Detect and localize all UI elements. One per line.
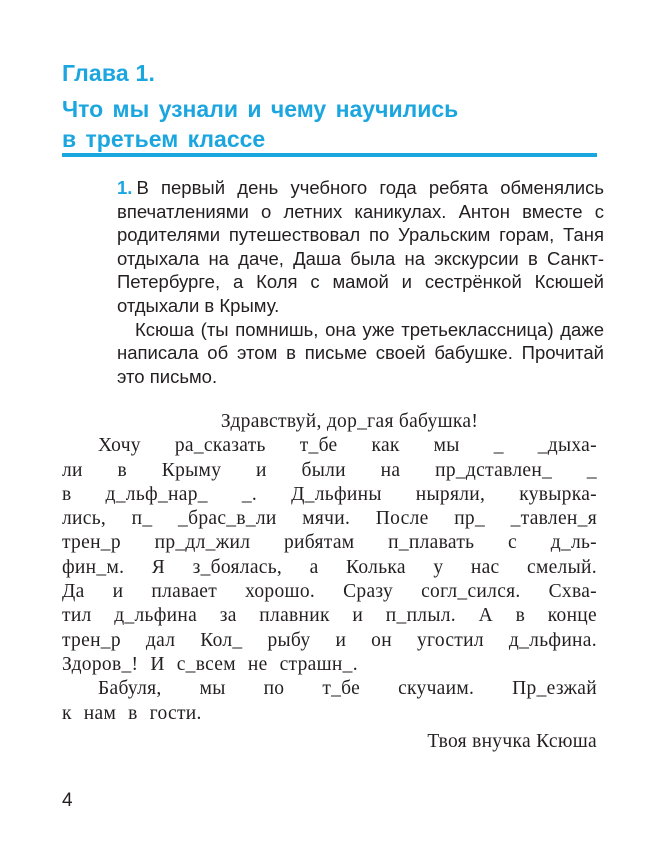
letter-word: Схва- [548,581,597,603]
chapter-title [62,94,602,154]
letter-word: Д_льфины [291,483,382,505]
letter-line [62,604,597,628]
task-paragraph-1 [117,176,604,318]
letter-greeting: Здравствуй, дор_гая бабушка! [220,411,479,432]
letter-word: п_плыл. [385,605,456,627]
letter-line [62,483,597,507]
letter-word: д_льфина. [508,629,597,651]
letter-word: д_ль- [550,532,597,554]
letter-word: рыбу [267,629,311,651]
letter-word: согл_сился. [421,581,521,603]
letter-word: рибятам [283,532,355,554]
letter-word: и [335,629,347,651]
letter-signature: Твоя внучка Ксюша [427,730,597,752]
letter-word: Да [62,581,85,603]
letter-word: пр_дставлен_ [435,459,553,481]
letter-word: п_плавать [388,532,475,554]
chapter-divider [62,153,597,157]
letter-word: _брас_в_ли [178,508,277,530]
letter-word: _дыха- [537,435,597,457]
letter-word: были [301,459,346,481]
letter-word: мы [433,435,460,457]
page-number: 4 [62,790,73,811]
letter-word: Пр_езжай [512,678,597,700]
letter-word: хорошо. [245,581,316,603]
letter-word: по [263,678,285,700]
letter-word: скучаим. [398,678,475,700]
letter-word: Колька [346,556,406,578]
letter-word: на [380,459,401,481]
letter-word: т_бе [299,435,338,457]
task-paragraph-1-text: В первый день учебного года ребята обменялись впечатлениями о летних каникулах. Антон вместе с родителями путешествовал по Уральским горам, Таня отдыхала на даче, Даша была на экскурсии в Санкт-Петербурге, а Коля с мамой и сестрёнкой Ксюшей отдыхали в Крыму. [117,177,604,316]
letter-word: смелый. [527,556,597,578]
letter-word: конце [547,605,597,627]
letter-word: в [62,483,72,505]
letter-word: т_бе [322,678,361,700]
letter-word: а [309,556,319,578]
letter-line [62,556,597,580]
task-1 [117,176,604,388]
letter-word: _ [586,459,597,481]
chapter-title-line-1: Что мы узнали и чему научились [62,96,459,122]
letter-word: мы [199,678,226,700]
letter-word: Кол_ [200,629,243,651]
letter-word: Крыму [161,459,222,481]
letter-word: к [62,702,72,724]
letter-word: _ [493,435,504,457]
letter-word: с_всем [176,653,236,675]
letter-word: как [371,435,400,457]
letter-word: трен_р [62,532,121,554]
letter-word: в [128,702,138,724]
letter-line [62,434,597,458]
letter-line [62,677,597,701]
letter-word: ли [62,459,83,481]
letter-word: с [508,532,517,554]
letter-word: Бабуля, [98,678,162,700]
letter-word: гости. [149,702,202,724]
letter-word: угостил [416,629,484,651]
letter-line [62,653,597,677]
chapter-label: Глава 1. [62,60,156,86]
letter-word: у [433,556,444,578]
letter-word: Сразу [343,581,394,603]
letter-word: и [112,581,124,603]
letter-word: фин_м. [62,556,125,578]
letter-word: в [117,459,128,481]
chapter-title-line-2: в третьем классе [62,126,266,152]
letter-word: дал [145,629,176,651]
letter-line [62,531,597,555]
letter-word: После [375,508,429,530]
letter-word: мячи. [302,508,351,530]
letter-word: _. [241,483,258,505]
letter-word: _тавлен_я [510,508,597,530]
letter-word: он [371,629,392,651]
letter-word: не [247,653,268,675]
letter-word: Я [151,556,166,578]
letter-word: д_льф_нар_ [105,483,208,505]
letter-word: И [150,653,165,675]
letter-word: Хочу [98,435,141,457]
letter-word: п_ [131,508,153,530]
letter-word: Здоров_! [62,653,139,675]
letter-word: за [219,605,237,627]
letter-line [62,580,597,604]
letter-word: плавает [151,581,218,603]
letter-word: и [256,459,267,481]
letter-word: д_льфина [114,605,198,627]
letter-word: ра_сказать [174,435,266,457]
letter-word: А [478,605,493,627]
letter-word: з_боялась, [192,556,283,578]
letter-word: тил [62,605,92,627]
letter-word: нас [470,556,500,578]
task-number: 1. [117,177,133,198]
letter-word: лись, [62,508,107,530]
letter-word: и [352,605,364,627]
letter-line [62,459,597,483]
letter-word: страшн_. [279,653,358,675]
letter-word: трен_р [62,629,121,651]
letter-line [62,629,597,653]
letter-word: кувырка- [519,483,597,505]
letter-line [62,702,597,726]
letter-word: нам [83,702,117,724]
letter-word: ныряли, [415,483,486,505]
letter-word: пр_дл_жил [154,532,251,554]
letter-word: в [515,605,526,627]
letter-line [62,507,597,531]
letter [62,410,597,754]
task-paragraph-2: Ксюша (ты помнишь, она уже третьеклассница) даже написала об этом в письме своей бабушке. Прочитай это письмо. [117,318,604,387]
letter-word: плавник [259,605,330,627]
letter-word: пр_ [454,508,486,530]
